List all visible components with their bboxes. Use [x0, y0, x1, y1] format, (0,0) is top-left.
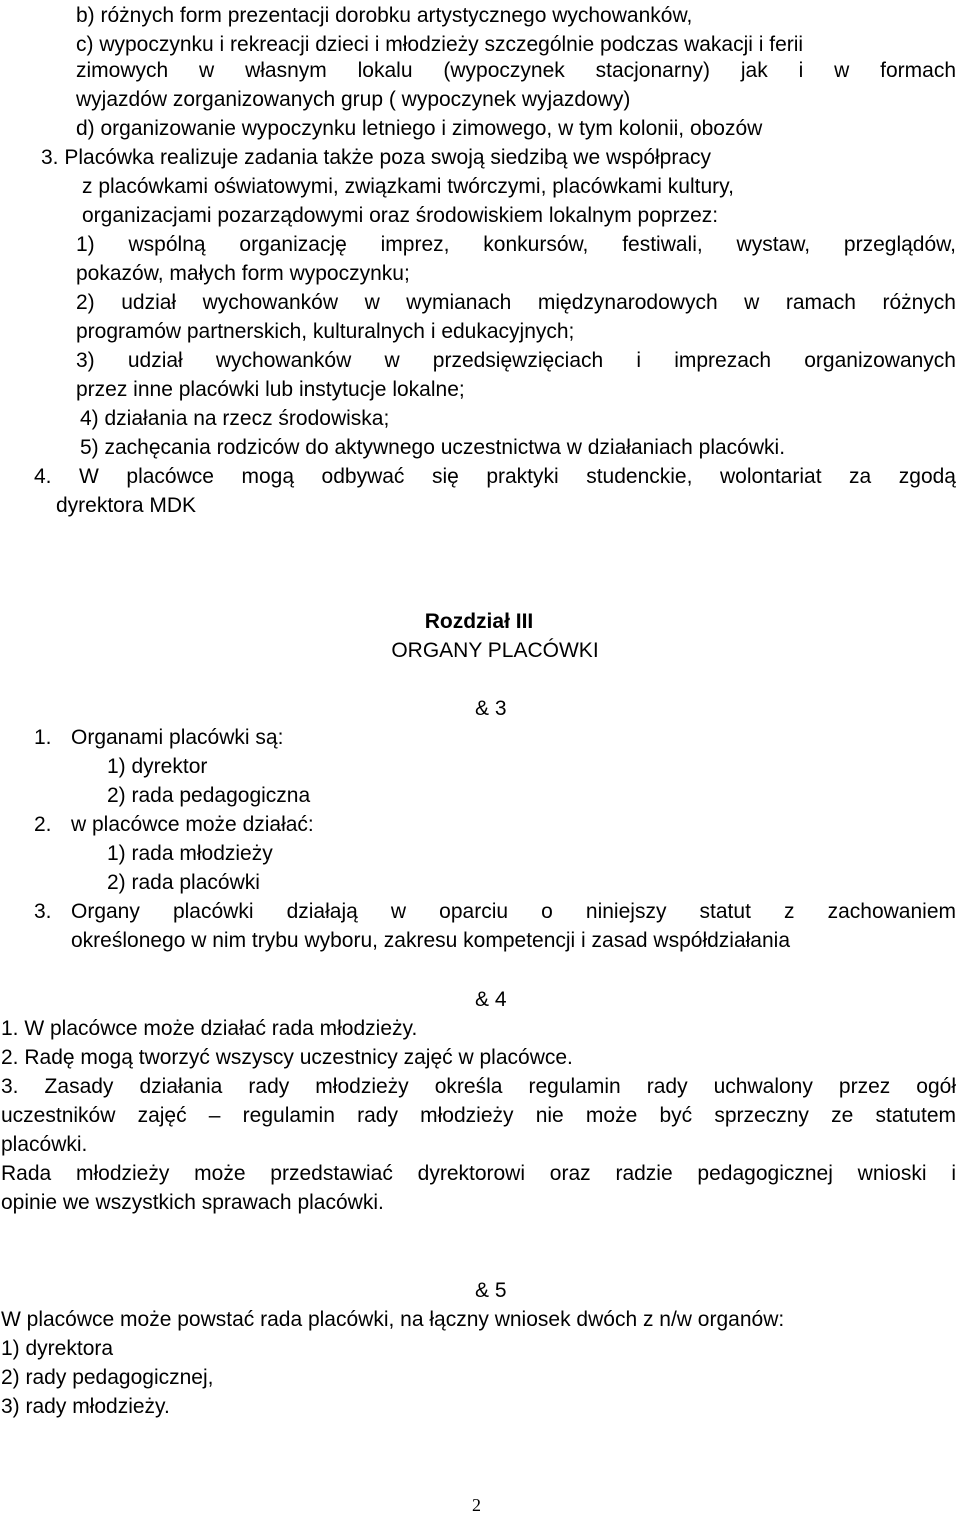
sec3-p1-item-2: 2) rada pedagogiczna [107, 784, 311, 807]
item-d: d) organizowanie wypoczynku letniego i zimowego, w tym kolonii, obozów [76, 117, 763, 140]
item-b: b) różnych form prezentacji dorobku artystycznego wychowanków, [76, 4, 693, 27]
item-c-cont-2: wyjazdów zorganizowanych grup ( wypoczynek wyjazdowy) [76, 88, 631, 111]
page-number: 2 [472, 1495, 481, 1515]
chapter-title: Rozdział III [424, 610, 534, 633]
point3-item-2: 2) udział wychowanków w wymianach międzynarodowych w ramach różnych [76, 291, 956, 314]
section-5-mark: & 5 [475, 1279, 507, 1302]
point3-heading: 3. Placówka realizuje zadania także poza swoją siedzibą we współpracy [41, 146, 712, 169]
sec4-line-1: 1. W placówce może działać rada młodzieży. [1, 1017, 418, 1040]
point3-item-2-cont: programów partnerskich, kulturalnych i edukacyjnych; [76, 320, 575, 343]
point3-item-3: 3) udział wychowanków w przedsięwzięciach i imprezach organizowanych [76, 349, 956, 372]
sec4-line-5: placówki. [1, 1133, 88, 1156]
sec4-line-4: uczestników zajęć – regulamin rady młodzieży nie może być sprzeczny ze statutem [1, 1104, 956, 1127]
sec3-p2: w placówce może działać: [71, 813, 314, 836]
sec5-line-4: 3) rady młodzieży. [1, 1395, 170, 1418]
sec3-p1-number: 1. [34, 726, 52, 749]
item-c-cont-1: zimowych w własnym lokalu (wypoczynek stacjonarny) jak i w formach [76, 59, 956, 82]
sec3-p3-number: 3. [34, 900, 52, 923]
point3-item-3-cont: przez inne placówki lub instytucje lokalne; [76, 378, 465, 401]
sec3-p3-line-2: określonego w nim trybu wyboru, zakresu kompetencji i zasad współdziałania [71, 929, 791, 952]
sec4-line-7: opinie we wszystkich sprawach placówki. [1, 1191, 384, 1214]
sec4-line-6: Rada młodzieży może przedstawiać dyrektorowi oraz radzie pedagogicznej wnioski i [1, 1162, 956, 1185]
sec3-p2-number: 2. [34, 813, 52, 836]
chapter-subtitle: ORGANY PLACÓWKI [391, 639, 599, 662]
sec5-line-1: W placówce może powstać rada placówki, na łączny wniosek dwóch z n/w organów: [1, 1308, 785, 1331]
sec3-p1: Organami placówki są: [71, 726, 284, 749]
point3-item-4: 4) działania na rzecz środowiska; [80, 407, 390, 430]
point4-line-1: 4. W placówce mogą odbywać się praktyki studenckie, wolontariat za zgodą [34, 465, 956, 488]
point3-item-5: 5) zachęcania rodziców do aktywnego uczestnictwa w działaniach placówki. [80, 436, 786, 459]
point4-line-2: dyrektora MDK [56, 494, 197, 517]
sec5-line-2: 1) dyrektora [1, 1337, 114, 1360]
sec4-line-2: 2. Radę mogą tworzyć wszyscy uczestnicy zajęć w placówce. [1, 1046, 573, 1069]
sec4-line-3: 3. Zasady działania rady młodzieży określa regulamin rady uchwalony przez ogół [1, 1075, 956, 1098]
sec3-p2-item-1: 1) rada młodzieży [107, 842, 273, 865]
point3-line-2: z placówkami oświatowymi, związkami twórczymi, placówkami kultury, [82, 175, 734, 198]
point3-line-3: organizacjami pozarządowymi oraz środowiskiem lokalnym poprzez: [82, 204, 719, 227]
section-4-mark: & 4 [475, 988, 507, 1011]
point3-item-1: 1) wspólną organizację imprez, konkursów, festiwali, wystaw, przeglądów, [76, 233, 956, 256]
point3-item-1-cont: pokazów, małych form wypoczynku; [76, 262, 410, 285]
section-3-mark: & 3 [475, 697, 507, 720]
sec3-p2-item-2: 2) rada placówki [107, 871, 260, 894]
item-c: c) wypoczynku i rekreacji dzieci i młodzieży szczególnie podczas wakacji i ferii [76, 33, 804, 56]
sec5-line-3: 2) rady pedagogicznej, [1, 1366, 214, 1389]
sec3-p3-line-1: Organy placówki działają w oparciu o niniejszy statut z zachowaniem [71, 900, 956, 923]
sec3-p1-item-1: 1) dyrektor [107, 755, 208, 778]
